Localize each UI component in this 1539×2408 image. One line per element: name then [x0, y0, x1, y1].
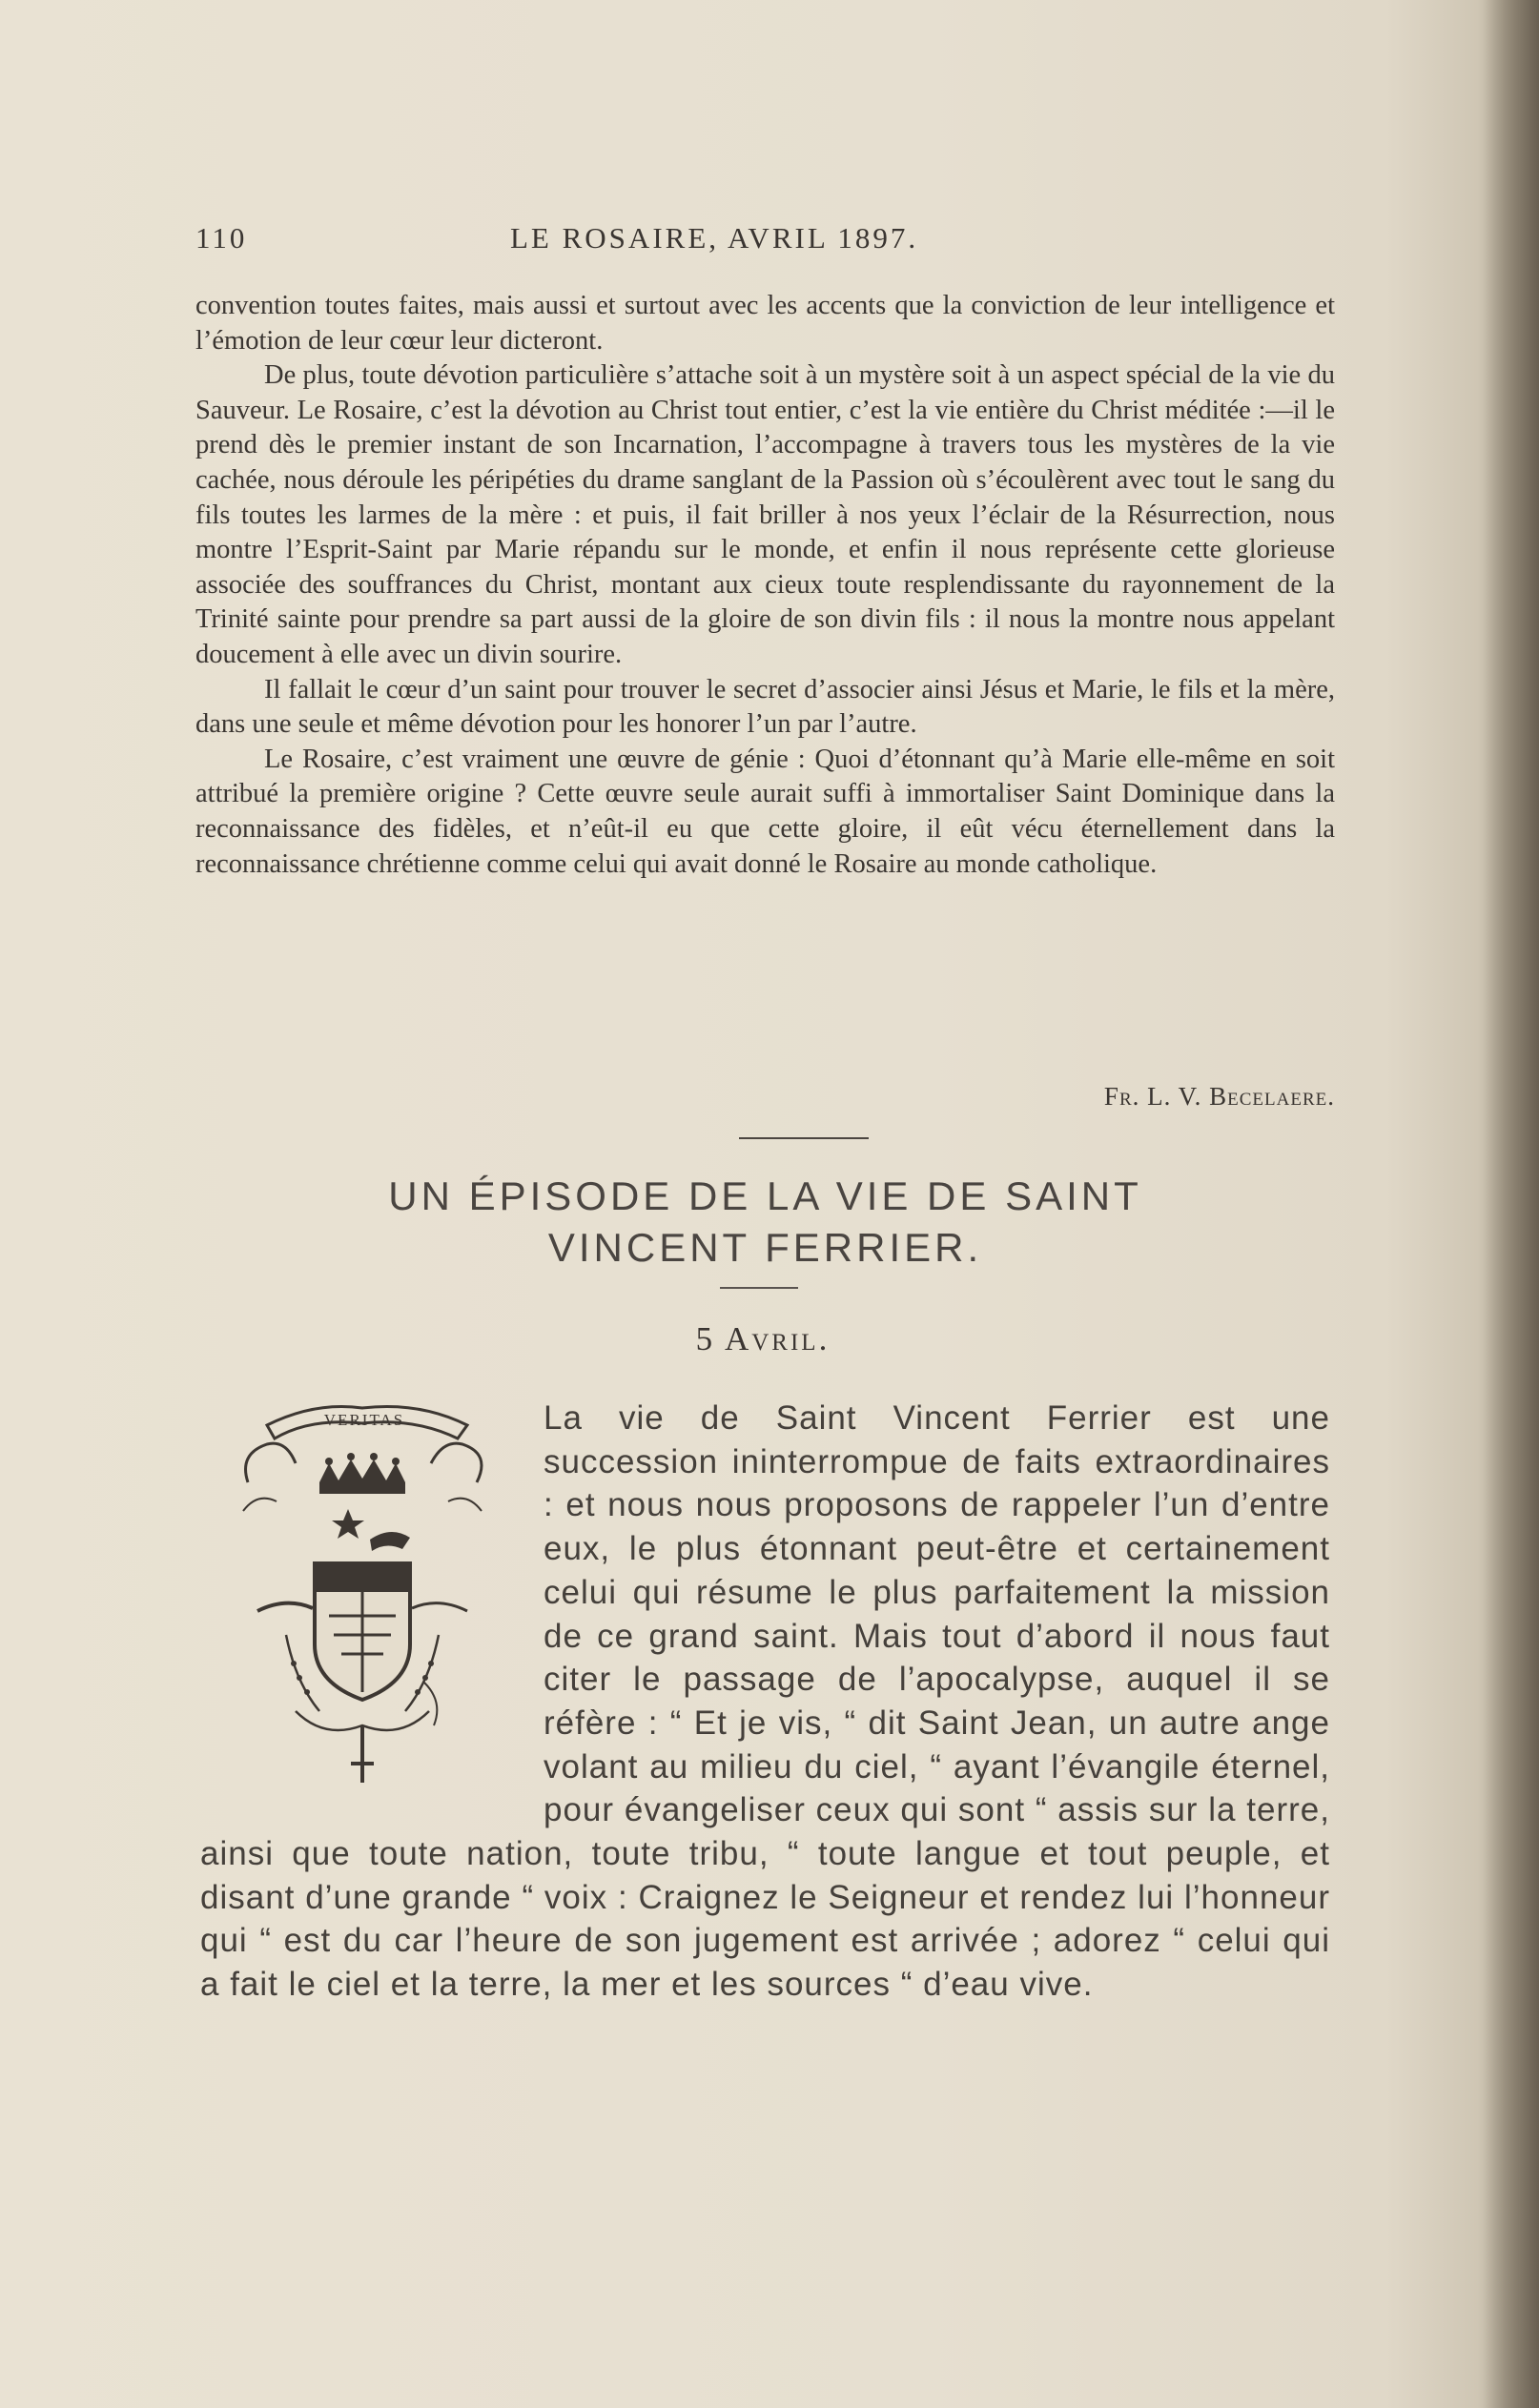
article-body: La vie de Saint Vincent Ferrier est une succession ininterrompue de faits extraordinaires : et nous nous proposons de rappeler l’un d’entre eux, le plus étonnant peut-être et certainement celui qui résume le plus parfaitement la mission de ce grand saint. Mais tout d’abord il nous faut citer le passage de l’apocalypse, auquel il se réfère : “ Et je vis, “ dit Saint Jean, un autre ange volant au milieu du ciel, “ ayant l’évangile éternel, pour évangeliser ceux qui sont “ assis sur la terre, ainsi que toute nation, toute tribu, “ toute langue et tout peuple, et disant d’une grande “ voix : Craignez le Seigneur et rendez lui l’honneur qui “ est du car l’heure de son jugement est arrivée ; adorez “ celui qui a fait le ciel et la terre, la mer et les sources “ d’eau vive. [200, 1399, 1330, 2004]
section-divider [739, 1137, 869, 1139]
book-spine-shadow [1484, 0, 1539, 2408]
paragraph: Il fallait le cœur d’un saint pour trouver le secret d’associer ainsi Jésus et Marie, le fils et la mère, dans une seule et même dévotion pour les honorer l’un par l’autre. [195, 674, 1335, 740]
paragraph: De plus, toute dévotion particulière s’attache soit à un mystère soit à un aspect spécial de la vie du Sauveur. Le Rosaire, c’est la dévotion au Christ tout entier, c’est la vie entière du Christ méditée :—il le prend dès le premier instant de son Incarnation, l’accompagne à travers tous les mystères de la vie cachée, nous déroule les péripéties du drame sanglant de la Passion où s’écoulèrent avec tout le sang du fils toutes les larmes de la mère : et puis, il fait briller à nos yeux l’éclair de la Résurrection, nous montre l’Esprit-Saint par Marie répandu sur le monde, et enfin il nous représente cette glorieuse associée des souffrances du Christ, montant aux cieux toute resplendissante du rayonnement de la Trinité sainte pour prendre sa part aussi de la gloire de son divin fils : il nous la montre nous appelant doucement à elle avec un divin sourire. [195, 360, 1335, 669]
article-date: 5 Avril. [695, 1320, 831, 1357]
running-head-title: LE ROSAIRE, AVRIL 1897. [510, 221, 919, 255]
page-number: 110 [195, 221, 248, 255]
emblem-motto: VERITAS [323, 1411, 405, 1429]
dominican-emblem-icon [229, 1397, 496, 1797]
paragraph: Le Rosaire, c’est vraiment une œuvre de génie : Quoi d’étonnant qu’à Marie elle-même en soit attribué la première origine ? Cette œuvre seule aurait suffi à immortaliser Saint Dominique dans la reconnaissance des fidèles, et n’eût-il eu que cette gloire, il eût vécu éternellement dans la reconnaissance chrétienne comme celui qui avait donné le Rosaire au monde catholique. [195, 744, 1335, 879]
article-rosaire [195, 289, 1335, 882]
article-title-line-2: VINCENT FERRIER. [547, 1225, 983, 1270]
paragraph: convention toutes faites, mais aussi et surtout avec les accents que la conviction de leur intelligence et l’émotion de leur cœur leur dicteront. [195, 291, 1335, 356]
article-title [195, 1171, 1335, 1274]
title-underline [720, 1287, 798, 1289]
running-head [195, 221, 1340, 259]
author-signature: Fr. L. V. Becelaere. [1103, 1082, 1335, 1111]
article-title-line-1: UN ÉPISODE DE LA VIE DE SAINT [388, 1173, 1142, 1218]
